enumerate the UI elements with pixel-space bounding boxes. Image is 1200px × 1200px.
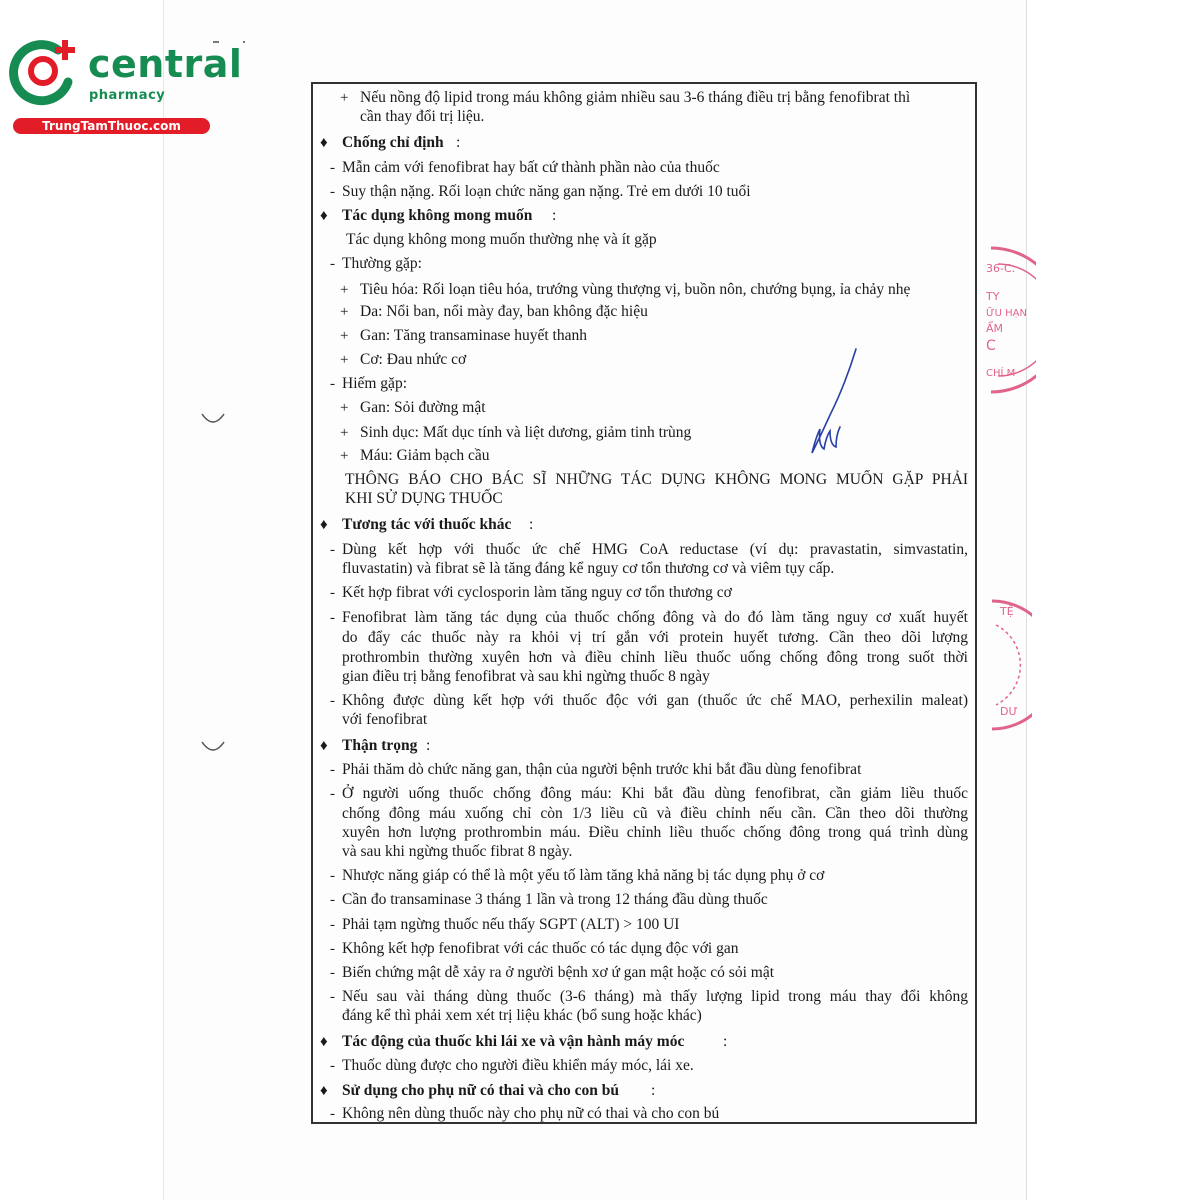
bullet-marker: ♦ <box>320 1034 328 1050</box>
plus-marker: + <box>340 425 349 441</box>
heading-colon: : <box>723 1033 728 1050</box>
dash-marker: - <box>330 256 335 272</box>
text-line: gian điều trị bằng fenofibrat và sau khi ngừng thuốc 8 ngày <box>342 668 710 685</box>
dash-marker: - <box>330 610 335 626</box>
section-heading: Sử dụng cho phụ nữ có thai và cho con bú <box>342 1082 620 1099</box>
logo-website-link[interactable]: TrungTamThuoc.com <box>13 118 210 134</box>
company-seal-stamp <box>976 240 1036 400</box>
text-line: Cần đo transaminase 3 tháng 1 lần và trong 12 tháng đầu dùng thuốc <box>342 891 768 908</box>
text-line: Không được dùng kết hợp với thuốc độc với gan (thuốc ức chế MAO, perhexilin maleat) <box>342 692 968 709</box>
binder-hole-icon <box>200 410 226 430</box>
svg-text:CHÍ M: CHÍ M <box>986 368 1016 379</box>
warning-notice: KHI SỬ DỤNG THUỐC <box>345 490 503 507</box>
svg-text:DƯ: DƯ <box>1000 705 1018 718</box>
text-line: Mẫn cảm với fenofibrat hay bất cứ thành phần nào của thuốc <box>342 159 720 176</box>
text-line: Cơ: Đau nhức cơ <box>360 351 467 368</box>
heading-colon: : <box>426 737 431 754</box>
dash-marker: - <box>330 693 335 709</box>
dash-marker: - <box>330 585 335 601</box>
text-line: Suy thận nặng. Rối loạn chức năng gan nặng. Trẻ em dưới 10 tuổi <box>342 183 751 200</box>
svg-text:C: C <box>986 338 996 354</box>
plus-marker: + <box>340 328 349 344</box>
dash-marker: - <box>330 868 335 884</box>
pharmacy-cross-logo-icon <box>8 36 78 106</box>
text-line: và sau khi ngừng thuốc fibrat 8 ngày. <box>342 843 573 860</box>
text-line: Hiếm gặp: <box>342 375 407 392</box>
heading-colon: : <box>529 516 534 533</box>
svg-text:TỆ: TỆ <box>1000 605 1014 618</box>
bullet-marker: ♦ <box>320 738 328 754</box>
section-heading: Tác động của thuốc khi lái xe và vận hành máy móc <box>342 1033 685 1050</box>
text-line: Không nên dùng thuốc này cho phụ nữ có thai và cho con bú <box>342 1105 720 1122</box>
dash-marker: - <box>330 892 335 908</box>
text-line: do đẩy các thuốc này ra khỏi vị trí gắn với protein huyết tương. Cần theo dõi lượng <box>342 629 968 646</box>
text-line: Kết hợp fibrat với cyclosporin làm tăng nguy cơ tổn thương cơ <box>342 584 732 601</box>
text-line: Nếu nồng độ lipid trong máu không giảm nhiều sau 3-6 tháng điều trị bằng fenofibrat thì <box>360 89 911 106</box>
svg-text:ẨM: ẨM <box>986 322 1004 335</box>
dash-marker: - <box>330 376 335 392</box>
dash-marker: - <box>330 989 335 1005</box>
text-line: Không kết hợp fenofibrat với các thuốc có tác dụng độc với gan <box>342 940 739 957</box>
logo-subtitle: pharmacy <box>89 88 166 103</box>
scan-speck <box>243 41 245 43</box>
text-line: Máu: Giảm bạch cầu <box>360 447 490 464</box>
text-line: Fenofibrat làm tăng tác dụng của thuốc chống đông và do đó làm tăng nguy cơ xuất huyết <box>342 609 968 626</box>
plus-marker: + <box>340 282 349 298</box>
text-line: Phải thăm dò chức năng gan, thận của người bệnh trước khi bắt đầu dùng fenofibrat <box>342 761 862 778</box>
dash-marker: - <box>330 762 335 778</box>
plus-marker: + <box>340 352 349 368</box>
bullet-marker: ♦ <box>320 208 328 224</box>
text-line: Nhược năng giáp có thể là một yếu tố làm tăng khả năng bị tác dụng phụ ở cơ <box>342 867 825 884</box>
text-line: Gan: Tăng transaminase huyết thanh <box>360 327 587 344</box>
dash-marker: - <box>330 184 335 200</box>
dash-marker: - <box>330 1106 335 1122</box>
text-line: Thuốc dùng được cho người điều khiển máy móc, lái xe. <box>342 1057 694 1074</box>
plus-marker: + <box>340 304 349 320</box>
heading-colon: : <box>651 1082 656 1099</box>
text-line: chống đông máu xuống chỉ còn 1/3 liều cũ và điều chỉnh nếu cần. Cần theo dõi thường <box>342 805 968 822</box>
text-line: xuyên hơn lượng prothrombin máu. Điều chỉnh liều thuốc chống đông trong quá trình dùng <box>342 824 968 841</box>
central-pharmacy-logo[interactable] <box>0 0 243 140</box>
section-heading: Chống chỉ định <box>342 134 444 151</box>
binder-hole-icon <box>200 738 226 758</box>
dash-marker: - <box>330 786 335 802</box>
text-line: đáng kể thì phải xem xét trị liệu khác (bổ sung hoặc khác) <box>342 1007 702 1024</box>
text-line: Nếu sau vài tháng dùng thuốc (3-6 tháng) mà thấy lượng lipid trong máu thay đổi không <box>342 988 968 1005</box>
plus-marker: + <box>340 448 349 464</box>
svg-text:36-C.: 36-C. <box>986 262 1016 275</box>
logo-brand-name: central <box>88 42 243 86</box>
dash-marker: - <box>330 965 335 981</box>
dash-marker: - <box>330 941 335 957</box>
warning-notice: THÔNG BÁO CHO BÁC SĨ NHỮNG TÁC DỤNG KHÔNG MONG MUỐN GẶP PHẢI <box>345 471 968 488</box>
dash-marker: - <box>330 542 335 558</box>
heading-colon: : <box>456 134 461 151</box>
section-heading: Tác dụng không mong muốn <box>342 207 533 224</box>
section-heading: Tương tác với thuốc khác <box>342 516 512 533</box>
dash-marker: - <box>330 1058 335 1074</box>
text-line: Dùng kết hợp với thuốc ức chế HMG CoA reductase (ví dụ: pravastatin, simvastatin, <box>342 541 968 558</box>
text-line: Biến chứng mật dễ xảy ra ở người bệnh xơ ứ gan mật hoặc có sỏi mật <box>342 964 775 981</box>
plus-marker: + <box>340 400 349 416</box>
company-seal-stamp <box>982 595 1032 735</box>
bullet-marker: ♦ <box>320 517 328 533</box>
heading-colon: : <box>552 207 557 224</box>
text-line: cần thay đổi trị liệu. <box>360 108 485 125</box>
svg-text:ỮU HẠN: ỮU HẠN <box>986 308 1027 319</box>
text-line: prothrombin thường xuyên hơn và điều chỉnh liều thuốc uống chống đông trong suốt thời <box>342 649 968 666</box>
text-line: Phải tạm ngừng thuốc nếu thấy SGPT (ALT) > 100 UI <box>342 916 680 933</box>
text-line: Sinh dục: Mất dục tính và liệt dương, giảm tinh trùng <box>360 424 692 441</box>
bullet-marker: ♦ <box>320 1083 328 1099</box>
text-line: Da: Nổi ban, nổi mày đay, ban không đặc hiệu <box>360 303 648 320</box>
dash-marker: - <box>330 160 335 176</box>
text-line: Ở người uống thuốc chống đông máu: Khi bắt đầu dùng fenofibrat, cần giảm liều thuốc <box>342 785 968 802</box>
svg-text:TY: TY <box>986 290 1000 303</box>
plus-marker: + <box>340 90 349 106</box>
bullet-marker: ♦ <box>320 135 328 151</box>
text-line: Thường gặp: <box>342 255 422 272</box>
text-line: Tiêu hóa: Rối loạn tiêu hóa, trướng vùng thượng vị, buồn nôn, chướng bụng, ỉa chảy nhẹ <box>360 281 911 298</box>
section-heading: Thận trọng <box>342 737 418 754</box>
text-line: Gan: Sỏi đường mật <box>360 399 486 416</box>
text-line: với fenofibrat <box>342 711 428 728</box>
text-line: fluvastatin) và fibrat sẽ là tăng đáng kể nguy cơ tổn thương cơ và viêm tụy cấp. <box>342 560 835 577</box>
dash-marker: - <box>330 917 335 933</box>
text-line: Tác dụng không mong muốn thường nhẹ và ít gặp <box>346 231 657 248</box>
